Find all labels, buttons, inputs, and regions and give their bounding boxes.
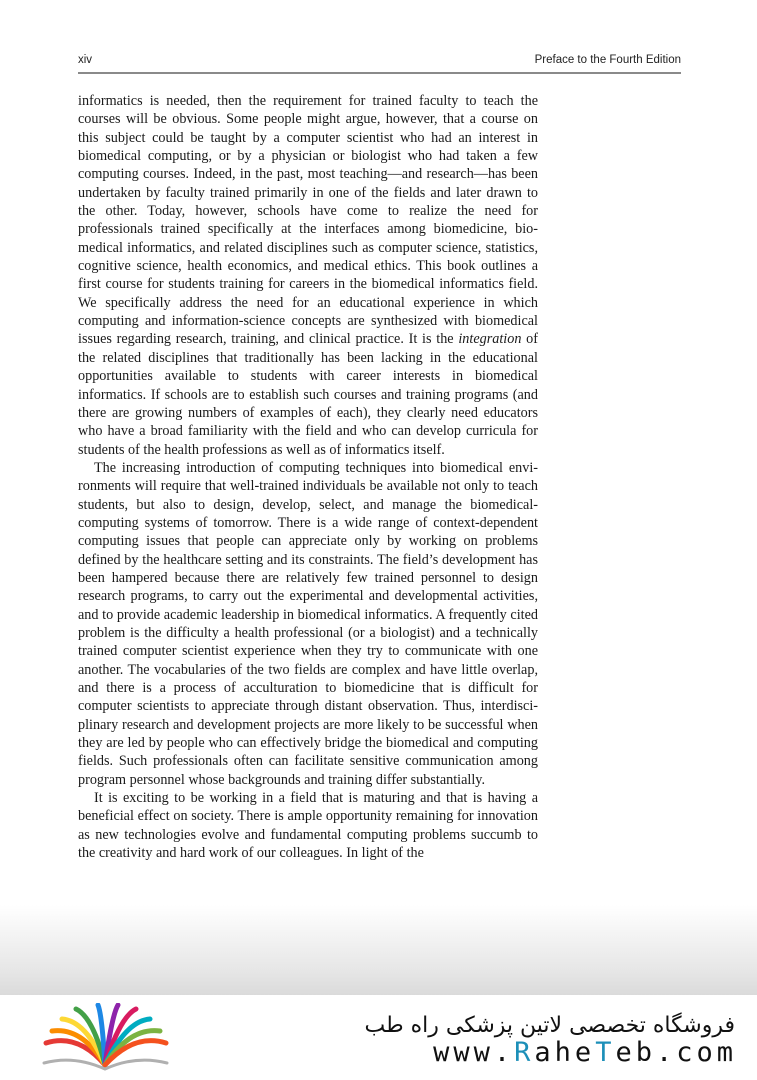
url-part: www. (433, 1037, 515, 1068)
paragraph (78, 92, 538, 459)
watermark-footer (0, 995, 757, 1080)
url-part: .com (655, 1037, 737, 1068)
running-header (78, 52, 681, 72)
store-url (433, 1037, 737, 1068)
open-book-rainbow-logo-icon (38, 1003, 173, 1075)
paragraph: It is exciting to be working in a field that is maturing and that is having a beneficial effect on society. There is ample opportunity remaining for innovation as new technologies evolve and fundamental computing problems succumb to the creativity and hard work of our colleagues. In light of the (78, 790, 538, 862)
page-number: xiv (78, 54, 93, 66)
paragraph-text: informatics is needed, then the requirement for trained faculty to teach the courses will be obvious. Some people might argue, however, that a course on this subject could be taught by a computer scientist who had an interest in biomedical computing, or by a physician or biologist who had taken a few computing courses. Indeed, in the past, most teaching—and research—has been undertaken by faculty trained primarily in one of the fields and later drawn to the other. Today, however, schools have come to realize the need for professionals trained specifically at the interfaces among biomedicine, biomedical informatics, and related disciplines such as computer science, statistics, cognitive science, health economics, and medical ethics. This book outlines a first course for students training for careers in the biomedical informatics field. We specifically address the need for an educational experience in which computing and information-science concepts are synthesized with biomedical issues regarding research, training, and clinical practice. It is the (78, 93, 538, 348)
emphasized-word: integration (458, 331, 522, 348)
store-name: فروشگاه تخصصی لاتین پزشکی راه طب (364, 1013, 735, 1038)
running-title: Preface to the Fourth Edition (534, 54, 681, 66)
page-shadow (0, 905, 757, 1000)
paragraph-text: of the related disciplines that traditionally has been lacking in the educational opportunities available to students with career interests in biomedical informatics. If schools are to establish such courses and training programs (and there are growing numbers of examples of each), they clearly need educators who have a broad familiarity with the field and who can develop curricula for students of the health professions as well as of informatics itself. (78, 331, 538, 458)
header-rule (78, 72, 681, 74)
url-part: T (595, 1037, 616, 1068)
url-part: R (514, 1037, 535, 1068)
url-part: ahe (534, 1037, 596, 1068)
paragraph: The increasing introduction of computing techniques into biomedical environments will require that well-trained individuals be available not only to teach students, but also to design, develop, select, and manage the biomedical-computing systems of tomorrow. There is a wide range of context-dependent computing issues that people can appreciate only by working on problems defined by the healthcare setting and its constraints. The field’s development has been hampered because there are relatively few trained personnel to design research programs, to carry out the experimental and developmental activities, and to provide academic leadership in biomedical informatics. A frequently cited problem is the difficulty a health professional (or a biologist) and a technically trained computer scientist experience when they try to communicate with one another. The vocabularies of the two fields are complex and have little overlap, and there is a process of acculturation to biomedicine that is difficult for computer scientists to appreciate through distant observation. Thus, interdisciplinary research and development projects are more likely to be successful when they are led by people who can effectively bridge the biomedical and computing fields. Such professionals often can facilitate sensitive communication among program personnel whose backgrounds and training differ substantially. (78, 459, 538, 788)
url-part: eb (615, 1037, 656, 1068)
body-text (78, 92, 538, 862)
